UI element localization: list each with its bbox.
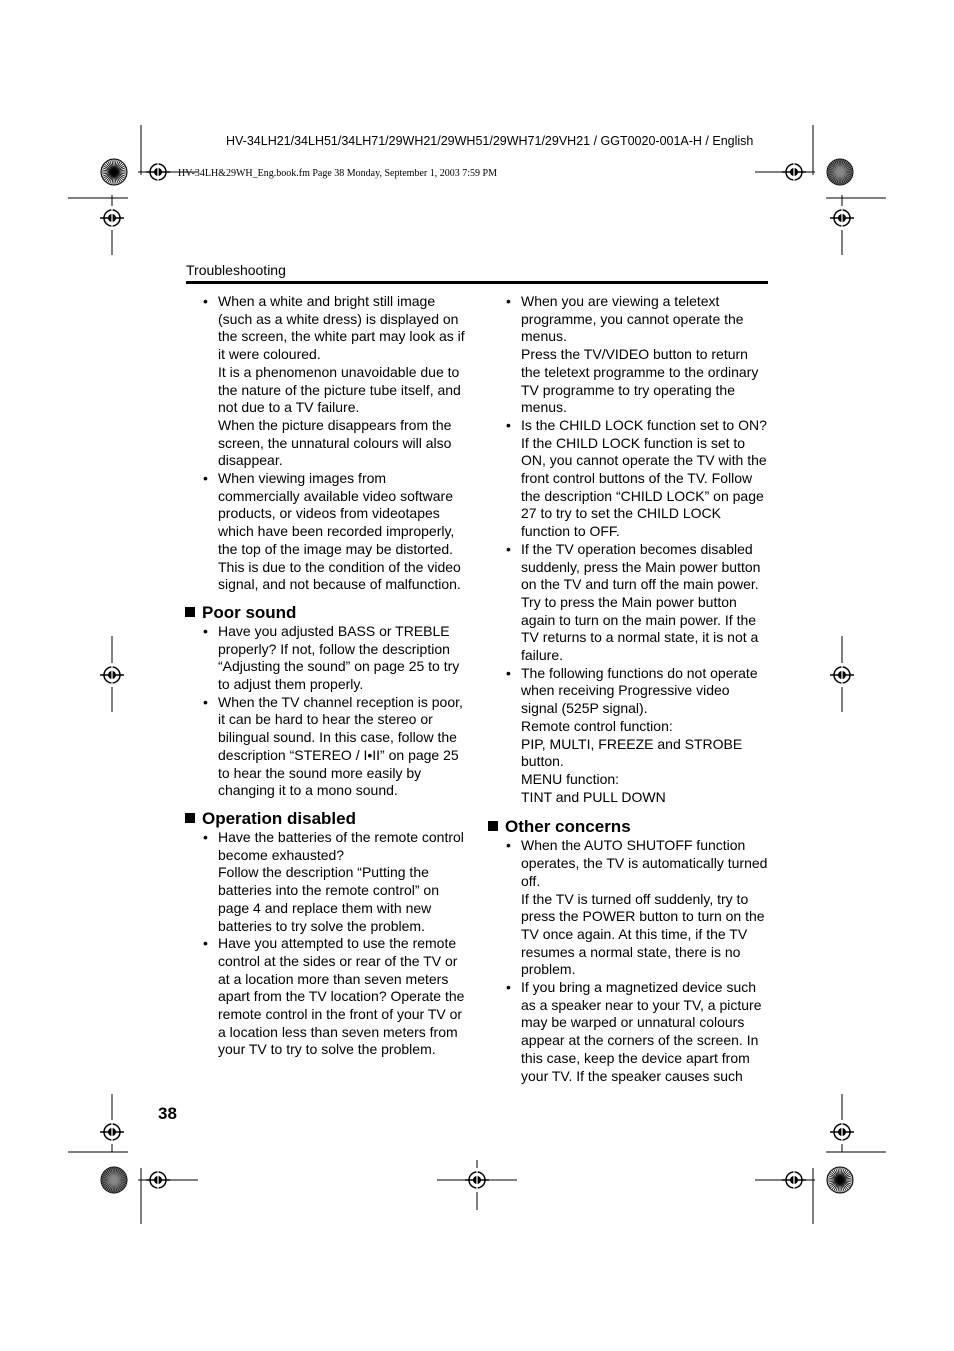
list-item-paragraph: Follow the description “Putting the batteries into the remote control” on page 4 and replace them with new batteries to try solve the problem. [218,864,440,934]
list-item-paragraph: Press the TV/VIDEO button to return the teletext programme to the ordinary TV programme to try operating the menus. [521,346,759,416]
list-item-paragraph: MENU function: [521,770,620,787]
header-rule [186,281,768,284]
list-item-paragraph: • When the TV channel reception is poor, it can be hard to hear the stereo or bilingual sound. In this case, follow the description “STEREO / I•II” on page 25 to hear the sound more easily by changing it to a mono sound. [218,693,463,799]
sunburst-mark-icon [827,1167,853,1193]
square-bullet-icon [488,821,498,831]
heading-poor-sound [185,603,465,623]
registration-target-icon [830,206,854,230]
right-intro-list [506,293,768,806]
list-item [203,293,465,470]
operation-disabled-list [203,829,465,1059]
heading-operation-disabled-text: Operation disabled [202,808,356,828]
list-item-paragraph: • The following functions do not operate when receiving Progressive video signal (525P signal). [521,664,758,717]
list-item-paragraph: TINT and PULL DOWN [521,788,666,805]
sunburst-mark-icon [101,1167,127,1193]
registration-target-icon [100,206,124,230]
list-item [506,665,768,807]
left-intro-list [203,293,465,594]
registration-target-icon [830,1120,854,1144]
list-item-paragraph: • Is the CHILD LOCK function set to ON? If the CHILD LOCK function is set to ON, you cannot operate the TV with the front control buttons of the TV. Follow the description “CHILD LOCK” on page 27 to try to set the CHILD LOCK function to OFF. [521,416,767,540]
file-info-line: HV-34LH&29WH_Eng.book.fm Page 38 Monday, September 1, 2003 7:59 PM [178,168,497,179]
list-item [203,470,465,594]
registration-target-icon [830,663,854,687]
list-item-paragraph: PIP, MULTI, FREEZE and STROBE button. [521,735,743,770]
sunburst-mark-icon [101,159,127,185]
list-item-paragraph: • When a white and bright still image (such as a white dress) is displayed on the screen, the white part may look as if it were coloured. [218,293,465,363]
registration-target-icon [100,1120,124,1144]
left-column [203,293,465,1059]
list-item-paragraph: • When the AUTO SHUTOFF function operates, the TV is automatically turned off. [521,837,768,889]
registration-target-icon [465,1168,489,1192]
registration-target-icon [100,663,124,687]
list-item-paragraph: • If the TV operation becomes disabled suddenly, press the Main power button on the TV and turn off the main power. Try to press the Main power button again to turn on the main power. If the TV returns to a normal state, it is not a failure. [521,540,761,664]
list-item [506,293,768,417]
square-bullet-icon [185,813,195,823]
list-item [506,837,768,979]
list-item-paragraph: • Have you adjusted BASS or TREBLE properly? If not, follow the description “Adjusting the sound” on page 25 to try to adjust them properly. [218,622,460,693]
registration-target-icon [782,160,806,184]
sunburst-mark-icon [827,159,853,185]
list-item [506,979,768,1085]
right-column [506,293,768,1085]
list-item-paragraph: • If you bring a magnetized device such as a speaker near to your TV, a picture may be warped or unnatural colours appear at the corners of the screen. In this case, keep the device apart from your TV. If the speaker causes such [521,979,762,1084]
square-bullet-icon [185,607,195,617]
list-item [203,623,465,694]
registration-target-icon [146,160,170,184]
heading-poor-sound-text: Poor sound [202,602,297,622]
other-concerns-list [506,837,768,1085]
list-item-paragraph: It is a phenomenon unavoidable due to the nature of the picture tube itself, and not due to a TV failure. [218,363,461,416]
document-model-header: HV-34LH21/34LH51/34LH71/29WH21/29WH51/29WH71/29VH21 / GGT0020-001A-H / English [226,134,754,148]
registration-target-icon [146,1168,170,1192]
page-number: 38 [158,1104,177,1123]
list-item [203,694,465,800]
list-item [203,935,465,1059]
heading-other-concerns-text: Other concerns [505,817,631,837]
list-item [506,417,768,541]
list-item-paragraph: • When you are viewing a teletext programme, you cannot operate the menus. [521,293,744,345]
list-item-paragraph: If the TV is turned off suddenly, try to press the POWER button to turn on the TV once again. At this time, if the TV resumes a normal state, there is no problem. [521,890,765,978]
list-item-paragraph: • When viewing images from commercially available video software products, or videos from videotapes which have been recorded improperly, the top of the image may be distorted. This is due to the condition of the video signal, and not because of malfunction. [218,470,461,593]
list-item [506,541,768,665]
list-item-paragraph: Remote control function: [521,717,673,734]
list-item-paragraph: When the picture disappears from the screen, the unnatural colours will also disappear. [218,416,452,469]
list-item-paragraph: • Have you attempted to use the remote control at the sides or rear of the TV or at a location more than seven meters apart from the TV location? Operate the remote control in the front of your TV or a location less than seven meters from your TV to try to solve the problem. [218,935,465,1058]
poor-sound-list [203,623,465,800]
section-title: Troubleshooting [186,262,286,278]
heading-other-concerns [488,817,768,837]
registration-target-icon [782,1168,806,1192]
list-item [203,829,465,935]
list-item-paragraph: • Have the batteries of the remote control become exhausted? [218,828,464,863]
heading-operation-disabled [185,809,465,829]
